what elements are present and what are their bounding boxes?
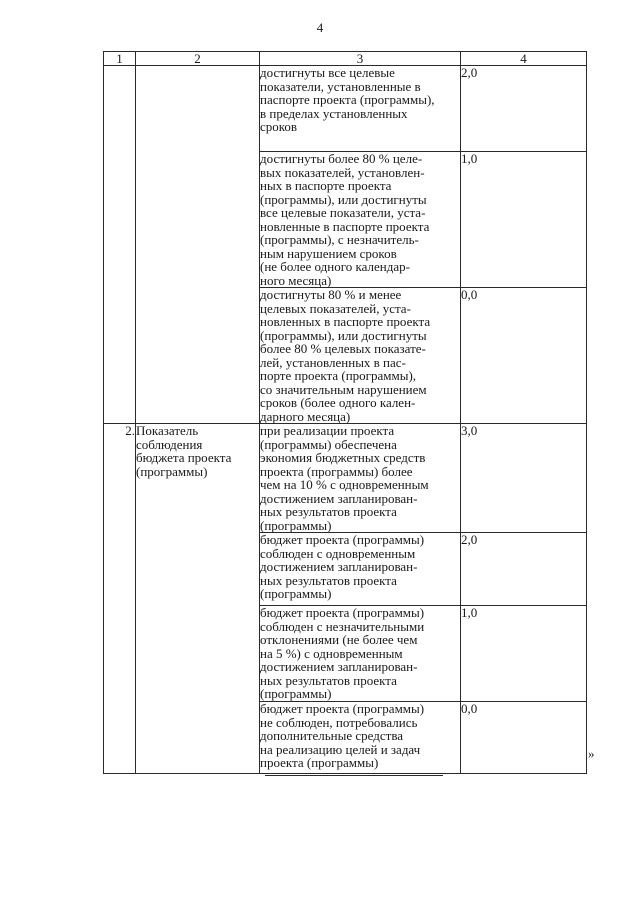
indicator-cell: Показатель соблюдения бюджета проекта (программы)	[136, 424, 260, 774]
header-col-2: 2	[136, 52, 260, 66]
score-cell: 0,0	[461, 288, 587, 424]
criteria-table	[103, 51, 587, 774]
header-col-1: 1	[104, 52, 136, 66]
score-cell: 1,0	[461, 606, 587, 702]
table-row	[104, 424, 587, 533]
table-header-row	[104, 52, 587, 66]
criterion-cell: достигнуты все целевые показатели, установленные в паспорте проекта (программы), в пределах установленных сроков	[260, 66, 461, 152]
score-cell: 3,0	[461, 424, 587, 533]
criterion-cell: бюджет проекта (программы) не соблюден, потребовались дополнительные средства на реализацию целей и задач проекта (программы)	[260, 702, 461, 774]
criterion-cell: при реализации проекта (программы) обеспечена экономия бюджетных средств проекта (программы) более чем на 10 % с одновременным достижением запланирован- ных результатов проекта (программы)	[260, 424, 461, 533]
header-col-3: 3	[260, 52, 461, 66]
score-cell: 1,0	[461, 152, 587, 288]
end-of-document-line	[265, 775, 443, 776]
page-number: 4	[316, 20, 324, 35]
score-cell: 2,0	[461, 533, 587, 606]
score-cell: 2,0	[461, 66, 587, 152]
criterion-cell: достигнуты более 80 % целе- вых показателей, установлен- ных в паспорте проекта (программы), или достигнуты все целевые показатели, уста- новленные в паспорте проекта (программы), с незначитель- ным нарушением сроков (не более одного календар- ного месяца)	[260, 152, 461, 288]
header-col-4: 4	[461, 52, 587, 66]
indicator-cell	[136, 66, 260, 424]
criterion-cell: достигнуты 80 % и менее целевых показателей, уста- новленных в паспорте проекта (программы), или достигнуты более 80 % целевых показате- лей, установленных в пас- порте проекта (программы), со значительным нарушением сроков (более одного кален- дарного месяца)	[260, 288, 461, 424]
row-number-cell	[104, 66, 136, 424]
closing-quote-mark: »	[588, 746, 595, 761]
table-row	[104, 66, 587, 152]
criterion-cell: бюджет проекта (программы) соблюден с одновременным достижением запланирован- ных результатов проекта (программы)	[260, 533, 461, 606]
criterion-cell: бюджет проекта (программы) соблюден с незначительными отклонениями (не более чем на 5 %) с одновременным достижением запланирован- ных результатов проекта (программы)	[260, 606, 461, 702]
score-cell: 0,0	[461, 702, 587, 774]
row-number-cell: 2.	[104, 424, 136, 774]
